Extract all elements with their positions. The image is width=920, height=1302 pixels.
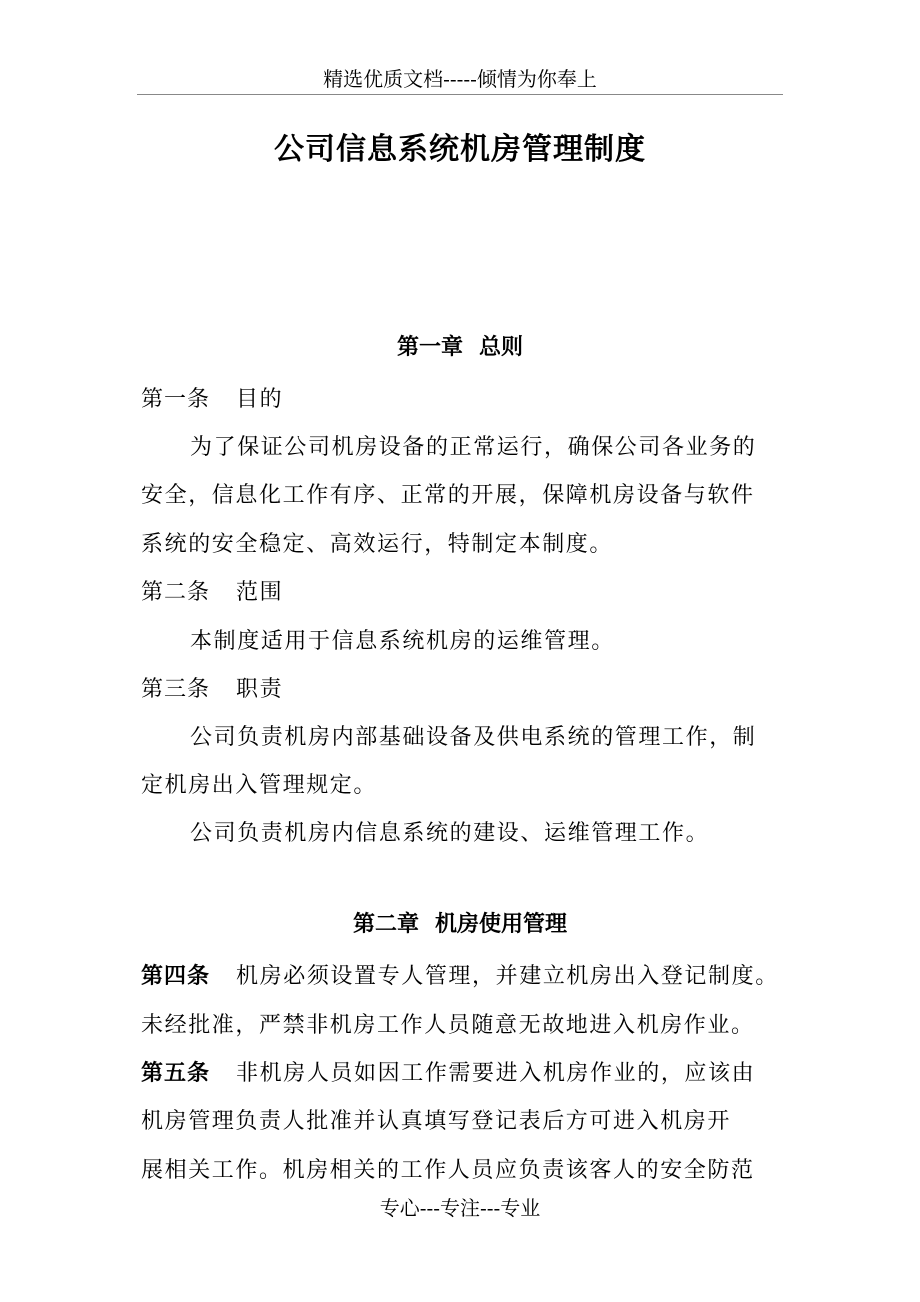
article-4-text: 机房必须设置专人管理，并建立机房出入登记制度。 — [236, 964, 779, 989]
article-3-number: 第三条 — [141, 677, 211, 702]
article-5-line — [141, 1056, 801, 1092]
article-2-name: 范围 — [236, 580, 284, 605]
article-3-text-line: 公司负责机房内部基础设备及供电系统的管理工作，制 — [190, 725, 757, 750]
article-5-text: 非机房人员如因工作需要进入机房作业的，应该由 — [236, 1061, 756, 1086]
chapter-2-number: 第二章 — [352, 912, 419, 937]
article-4-text-line: 未经批准，严禁非机房工作人员随意无故地进入机房作业。 — [141, 1013, 755, 1038]
article-1-text-line: 为了保证公司机房设备的正常运行，确保公司各业务的 — [190, 435, 757, 460]
article-3-name: 职责 — [236, 677, 284, 702]
article-5-text-line: 展相关工作。机房相关的工作人员应负责该客人的安全防范 — [141, 1158, 755, 1183]
article-5-number: 第五条 — [141, 1061, 211, 1086]
article-2-text-line: 本制度适用于信息系统机房的运维管理。 — [190, 629, 615, 654]
article-3-text-line: 公司负责机房内信息系统的建设、运维管理工作。 — [190, 821, 710, 846]
article-5-text-line: 机房管理负责人批准并认真填写登记表后方可进入机房开 — [141, 1109, 732, 1134]
article-1-text-line: 系统的安全稳定、高效运行，特制定本制度。 — [141, 532, 614, 557]
page-footer: 专心---专注---专业 — [379, 1196, 541, 1220]
article-2-number: 第二条 — [141, 580, 211, 605]
article-3-heading — [141, 672, 801, 708]
article-1-heading — [141, 382, 801, 418]
article-2-heading — [141, 575, 801, 611]
article-1-name: 目的 — [236, 387, 284, 412]
chapter-1-number: 第一章 — [396, 335, 463, 360]
article-4-line — [141, 959, 801, 995]
article-1-number: 第一条 — [141, 387, 211, 412]
chapter-2-name: 机房使用管理 — [435, 912, 568, 937]
page-header: 精选优质文档-----倾情为你奉上 — [323, 67, 597, 91]
article-3-text-line: 定机房出入管理规定。 — [141, 773, 378, 798]
header-divider — [137, 94, 783, 95]
article-4-number: 第四条 — [141, 964, 211, 989]
article-1-text-line: 安全，信息化工作有序、正常的开展，保障机房设备与软件 — [141, 483, 755, 508]
chapter-2-heading — [137, 907, 783, 943]
chapter-1-heading — [137, 330, 783, 366]
chapter-1-name: 总则 — [479, 335, 524, 360]
document-title: 公司信息系统机房管理制度 — [274, 132, 646, 167]
